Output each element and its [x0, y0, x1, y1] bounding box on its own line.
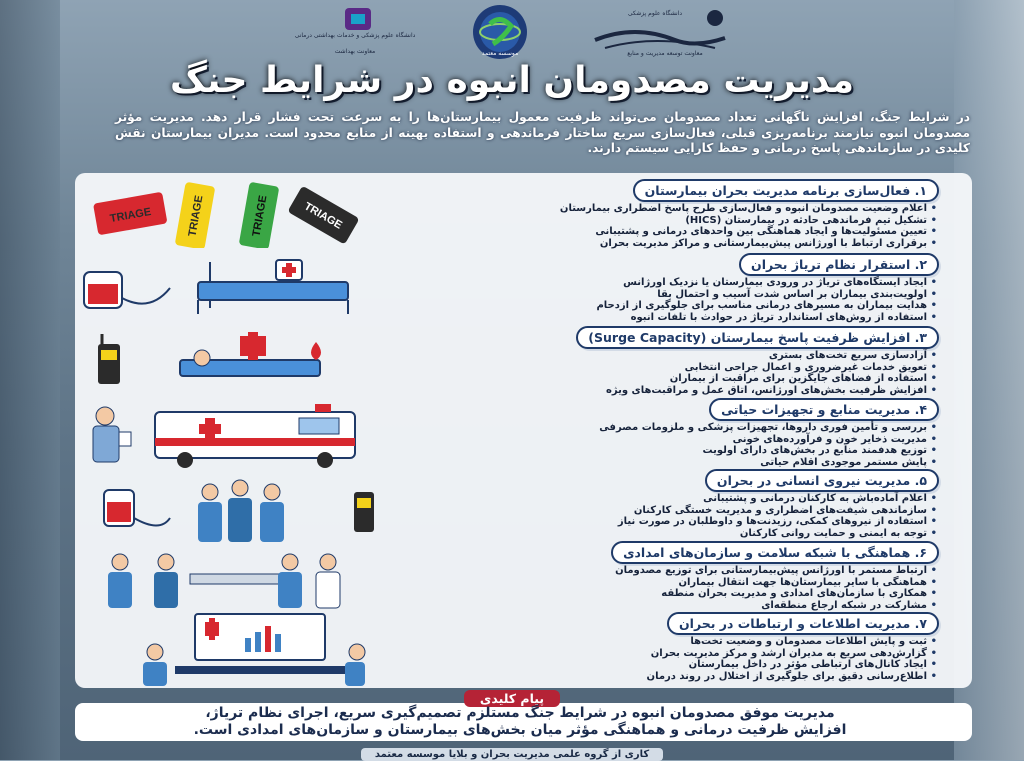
section-health-network-coordination	[459, 541, 939, 611]
logo-caption: دانشگاه علوم پزشکی	[627, 10, 683, 17]
intro-paragraph: در شرایط جنگ، افزایش ناگهانی تعداد مصدومان می‌تواند ظرفیت معمول بیمارستان‌ها را به سرعت تحت فشار قرار دهد. مدیریت مؤثر مصدومان انبوه نیازمند برنامه‌ریزی قبلی، فعال‌سازی سریع ساختار فرماندهی و استفاده بهینه از منابع محدود است. مدیران بیمارستان نقش کلیدی در سازماندهی پاسخ درمانی و حفظ کارایی سیستم دارند.	[115, 110, 970, 155]
list-item: • پایش مستمر موجودی اقلام حیاتی	[459, 457, 927, 469]
page-title: مدیریت مصدومان انبوه در شرایط جنگ	[169, 60, 855, 101]
credit-footer	[0, 742, 1024, 761]
list-item: • ارتباط مستمر با اورژانس پیش‌بیمارستانی برای توزیع مصدومان	[459, 565, 927, 577]
list-item: • همکاری با سازمان‌های امدادی و مدیریت بحران منطقه	[459, 588, 927, 600]
section-title: ۱. فعال‌سازی برنامه مدیریت بحران بیمارستان	[633, 179, 939, 202]
list-item: • مشارکت در شبکه ارجاع منطقه‌ای	[459, 600, 927, 612]
section-title: ۲. استقرار نظام تریاژ بحران	[739, 253, 939, 276]
section-title: ۴. مدیریت منابع و تجهیزات حیاتی	[709, 398, 939, 421]
key-message-text	[70, 705, 970, 739]
key-message-line: مدیریت موفق مصدومان انبوه در شرایط جنگ مستلزم تصمیم‌گیری سریع، اجرای نظام تریاژ،	[205, 705, 835, 721]
section-title: ۶. هماهنگی با شبکه سلامت و سازمان‌های امدادی	[611, 541, 939, 564]
radio-stretcher-icon	[90, 330, 350, 390]
list-item: • بررسی و تأمین فوری داروها، تجهیزات پزشکی و ملزومات مصرفی	[459, 422, 927, 434]
section-resources-equipment	[459, 398, 939, 468]
logo-vice-chancellor	[575, 4, 745, 60]
list-item: • تشکیل تیم فرماندهی حادثه در بیمارستان (HICS)	[459, 215, 927, 227]
logo-bar	[0, 4, 1024, 64]
logo-caption: دانشگاه علوم پزشکی و خدمات بهداشتی درمانی	[294, 32, 416, 39]
medical-staff-icon	[100, 478, 385, 544]
section-title: ۵. مدیریت نیروی انسانی در بحران	[705, 469, 939, 492]
triage-tag-label: TRIAGE	[109, 205, 153, 226]
list-item: • هدایت بیماران به مسیرهای درمانی مناسب برای جلوگیری از ازدحام	[459, 300, 927, 312]
list-item: • برقراری ارتباط با اورژانس پیش‌بیمارستانی و مراکز مدیریت بحران	[459, 238, 927, 250]
list-item: • آزادسازی سریع تخت‌های بستری	[459, 350, 927, 362]
section-hospital-crisis-plan	[459, 179, 939, 249]
triage-tags-icon	[78, 178, 368, 248]
list-item: • ایجاد کانال‌های ارتباطی مؤثر در داخل بیمارستان	[459, 659, 927, 671]
list-item: • اعلام آماده‌باش به کارکنان درمانی و پشتیبانی	[459, 493, 927, 505]
list-item: • سازماندهی شیفت‌های اضطراری و مدیریت خستگی کارکنان	[459, 505, 927, 517]
key-message-line: افزایش ظرفیت درمانی و هماهنگی مؤثر میان بخش‌های بیمارستان و سازمان‌های امدادی است.	[193, 722, 847, 738]
list-item: • افزایش ظرفیت بخش‌های اورژانس، اتاق عمل و مراقبت‌های ویژه	[459, 385, 927, 397]
list-item: • اولویت‌بندی بیماران بر اساس شدت آسیب و احتمال بقا	[459, 289, 927, 301]
triage-tag-label: TRIAGE	[302, 200, 344, 232]
logo-university	[285, 4, 425, 60]
list-item: • هماهنگی با سایر بیمارستان‌ها جهت انتقال بیماران	[459, 577, 927, 589]
list-item: • ثبت و پایش اطلاعات مصدومان و وضعیت تخت‌ها	[459, 636, 927, 648]
list-item: • اطلاع‌رسانی دقیق برای جلوگیری از اختلال در روند درمان	[459, 671, 927, 683]
list-item: • اعلام وضعیت مصدومان انبوه و فعال‌سازی طرح پاسخ اضطراری بیمارستان	[459, 203, 927, 215]
blood-bag-bed-icon	[80, 258, 370, 318]
list-item: • تعیین مسئولیت‌ها و ایجاد هماهنگی بین واحدهای درمانی و پشتیبانی	[459, 226, 927, 238]
list-item: • استفاده از نیروهای کمکی، رزیدنت‌ها و داوطلبان در صورت نیاز	[459, 516, 927, 528]
rescue-team-icon	[90, 550, 360, 610]
list-item: • استفاده از فضاهای جایگزین برای مراقبت از بیماران	[459, 373, 927, 385]
background-left-edge	[0, 0, 60, 760]
logo-caption: معاونت بهداشت	[334, 48, 376, 55]
logo-caption: معاونت توسعه مدیریت و منابع	[627, 50, 703, 57]
ambulance-icon	[85, 402, 370, 470]
key-message-label: پیام کلیدی	[464, 690, 560, 707]
list-item: • مدیریت ذخایر خون و فرآورده‌های خونی	[459, 434, 927, 446]
logo-caption: موسسه معتمد	[481, 50, 519, 57]
credit-text: کاری از گروه علمی مدیریت بحران و بلایا موسسه معتمد	[361, 748, 663, 761]
triage-tag-label: TRIAGE	[250, 194, 270, 238]
section-human-resources	[459, 469, 939, 539]
list-item: • گزارش‌دهی سریع به مدیران ارشد و مرکز مدیریت بحران	[459, 648, 927, 660]
list-item: • توجه به ایمنی و حمایت روانی کارکنان	[459, 528, 927, 540]
list-item: • ایجاد ایستگاه‌های تریاژ در ورودی بیمارستان یا نزدیک اورژانس	[459, 277, 927, 289]
section-information-communication	[459, 612, 939, 682]
section-triage-system	[459, 253, 939, 323]
section-surge-capacity	[459, 326, 939, 396]
section-title: ۷. مدیریت اطلاعات و ارتباطات در بحران	[667, 612, 939, 635]
triage-tag-label: TRIAGE	[186, 194, 206, 238]
command-meeting-icon	[95, 612, 370, 688]
list-item: • توزیع هدفمند منابع در بخش‌های دارای اولویت	[459, 445, 927, 457]
list-item: • استفاده از روش‌های استاندارد تریاژ در حوادث با تلفات انبوه	[459, 312, 927, 324]
logo-motamed	[445, 4, 555, 60]
section-title: ۳. افزایش ظرفیت پاسخ بیمارستان (Surge Capacity)	[576, 326, 939, 349]
list-item: • تعویق خدمات غیرضروری و اعمال جراحی انتخابی	[459, 362, 927, 374]
